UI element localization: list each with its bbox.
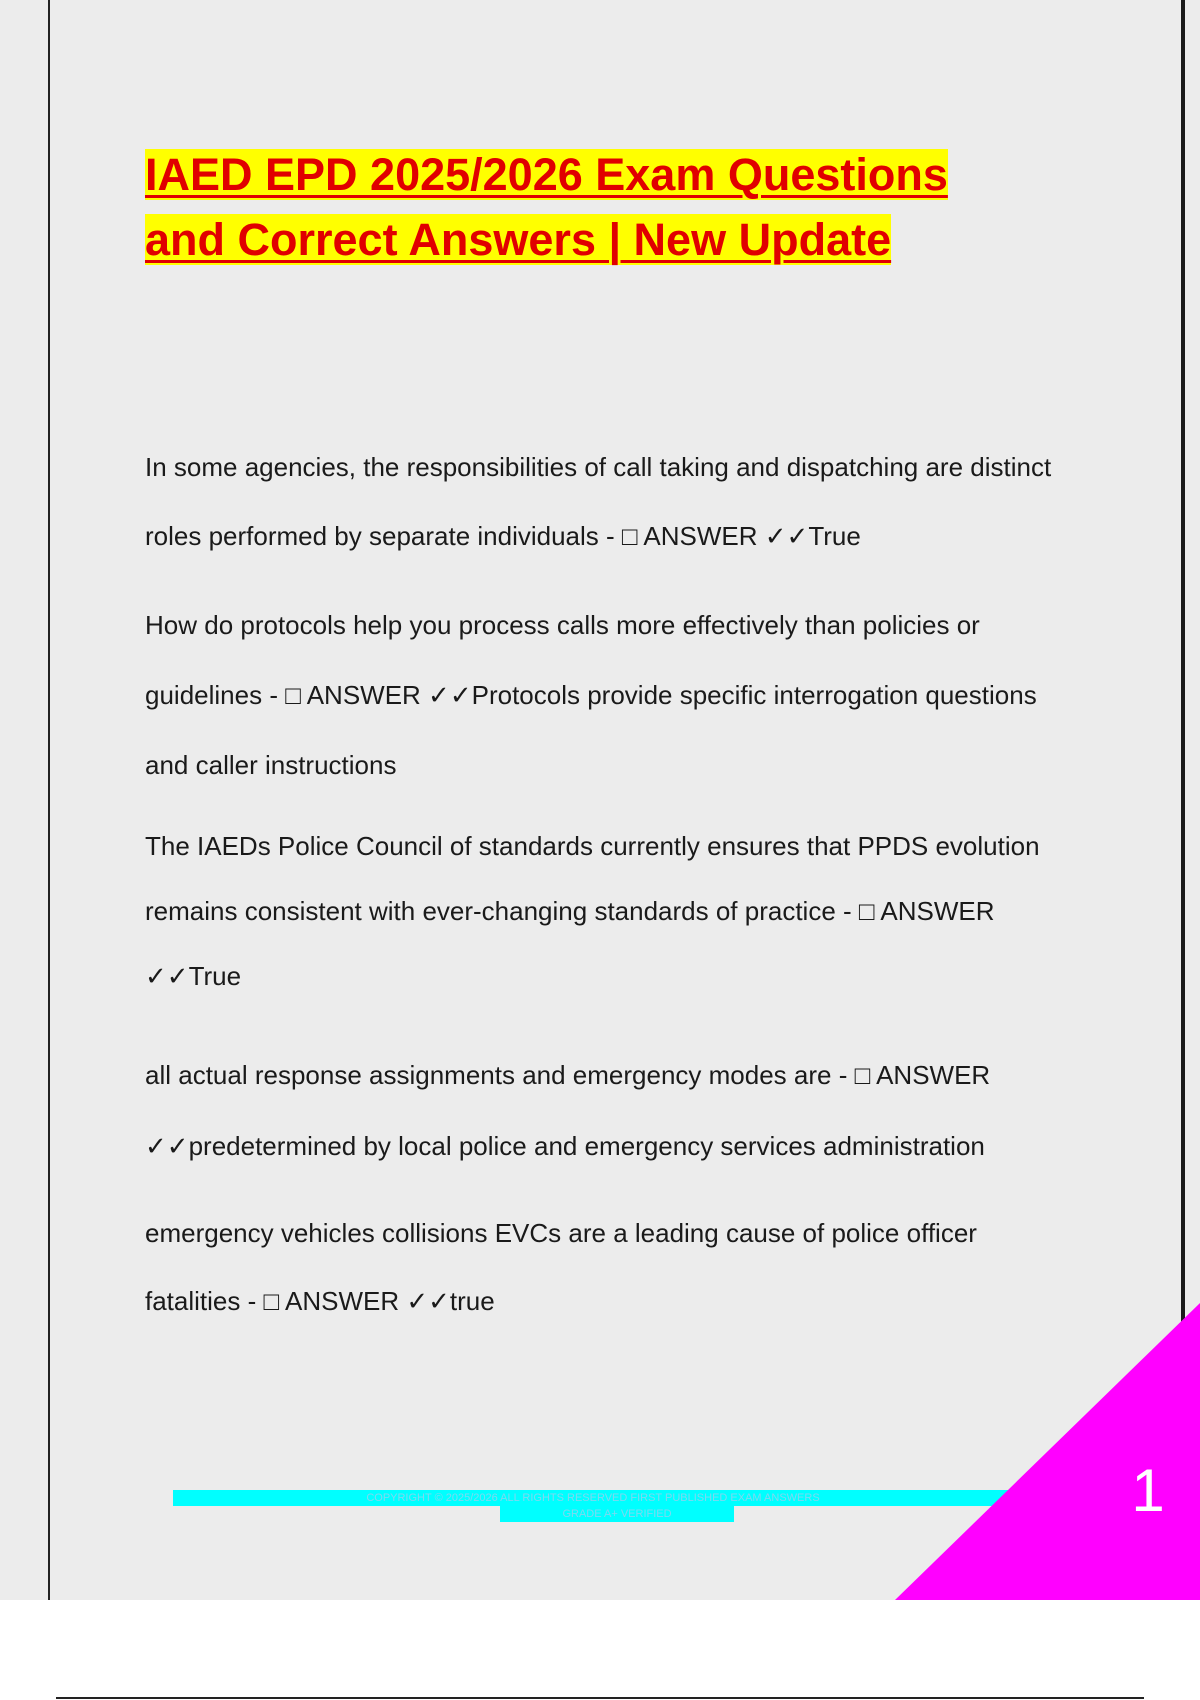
question-text: all actual response assignments and emergency modes are - [145,1060,855,1090]
question-text: In some agencies, the responsibilities of call taking and dispatching are distinct roles performed by separate individuals - [145,452,1052,551]
answer-text: Protocols provide specific interrogation questions and caller instructions [145,680,1037,780]
answer-text: True [808,521,861,551]
title-line-1: IAED EPD 2025/2026 Exam Questions [145,149,948,200]
answer-text: True [188,961,242,991]
question-text: The IAEDs Police Council of standards currently ensures that PPDS evolution remains consistent with ever-changing standards of practice - [145,831,1040,926]
answer-text: predetermined by local police and emergency services administration [188,1131,985,1161]
footer-text-line-2: GRADE A+ VERIFIED [562,1508,672,1520]
next-page-top-rule [56,1697,1144,1699]
footer-text-line-1: COPYRIGHT © 2025/2026 ALL RIGHTS RESERVED FIRST PUBLISHED EXAM ANSWERS [366,1492,820,1504]
question-text: How do protocols help you process calls more effectively than policies or guidelines - [145,610,980,710]
answer-label: □ ANSWER ✓✓ [145,1060,991,1161]
page-number: 1 [1131,1457,1165,1524]
answer-text: true [449,1286,495,1316]
title-line-2: and Correct Answers | New Update [145,214,892,265]
question-text: emergency vehicles collisions EVCs are a leading cause of police officer fatalities - [145,1218,977,1316]
answer-label: □ ANSWER ✓✓ [145,896,995,991]
answer-label: □ ANSWER ✓✓ [621,521,809,551]
answer-label: □ ANSWER ✓✓ [263,1286,450,1316]
corner-triangle-shape [895,1303,1200,1600]
answer-label: □ ANSWER ✓✓ [285,680,472,710]
